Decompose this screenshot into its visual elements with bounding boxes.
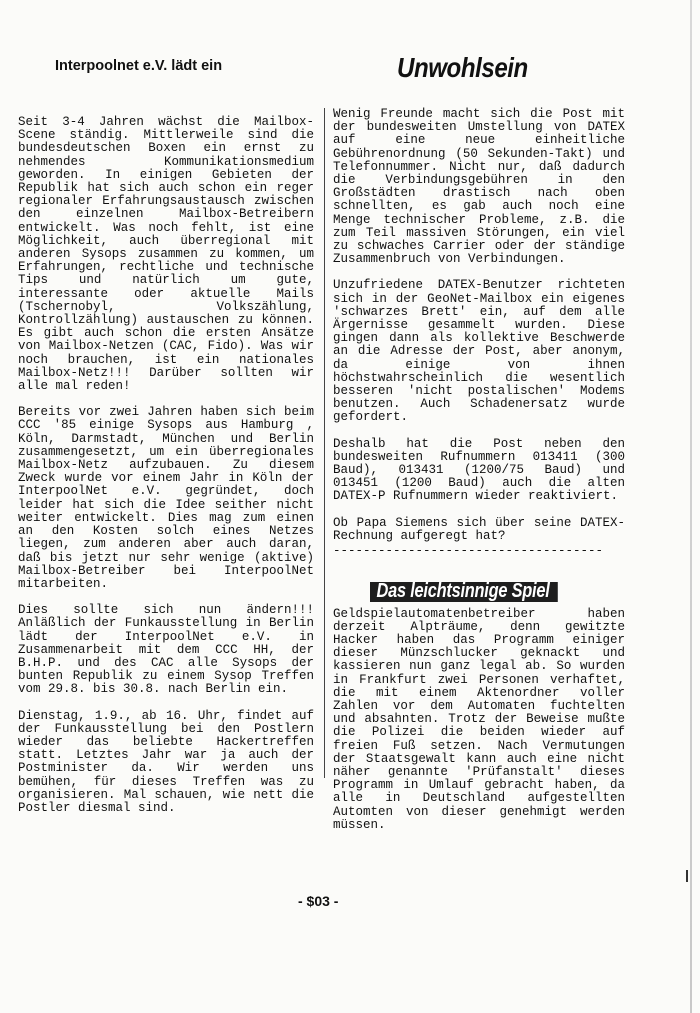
right-paragraph-2: Unzufriedene DATEX-Benutzer richteten sich in der GeoNet-Mailbox ein eigenes 'schwarzes Brett' ein, auf dem alle Ärgernisse gesammelt wurden. Diese gingen dann als kollektive Beschwerde an die Adresse der Post, aber anonym, da einige von ihnen höchstwahrscheinlich die wesentlich besseren 'nicht postalischen' Modems benutzen. Auch Schadenersatz wurde gefordert. (333, 278, 625, 425)
right-paragraph-3: Deshalb hat die Post neben den bundesweiten Rufnummern 013411 (300 Baud), 013431 (1200/75 Baud) und 013451 (1200 Baud) auch die alten DATEX-P Rufnummern wieder reaktiviert. (333, 436, 625, 504)
right-paragraph-4: Ob Papa Siemens sich über seine DATEX-Rechnung aufgeregt hat? (333, 515, 625, 543)
scan-edge-mark (686, 870, 688, 882)
left-article-heading: Interpoolnet e.V. lädt ein (55, 58, 223, 74)
scan-edge-line (690, 0, 692, 1013)
page-number: - $03 - (298, 893, 339, 909)
right-column (333, 108, 625, 832)
left-column (18, 116, 314, 815)
right-paragraph-1: Wenig Freunde macht sich die Post mit der bundesweiten Umstellung von DATEX auf eine neue einheitliche Gebührenordnung (50 Sekunden-Takt) und Telefonnummer. Nicht nur, daß dadurch die Verbindungsgebühren in den Großstädten drastisch nach oben schnellten, es gab auch noch eine Menge technischer Probleme, z.B. die zum Teil massiven Störungen, ein viel zu schwaches Carrier oder der ständige Zusammenbruch von Verbindungen. (333, 107, 625, 267)
column-divider (324, 108, 325, 778)
second-article-heading-wrap (370, 582, 625, 601)
left-paragraph-2: Bereits vor zwei Jahren haben sich beim CCC '85 einige Sysops aus Hamburg , Köln, Darmstadt, München und Berlin zusammengesetzt, um ein überregionales Mailbox-Netz aufzubauen. Zu diesem Zweck wurde vor einem Jahr in Köln der InterpoolNet e.V. gegründet, doch leider hat sich die Idee seither nicht weiter entwickelt. Dies mag zum einen an den Kosten solch eines Netzes liegen, zum anderen aber auch daran, daß bis jetzt nur sehr wenige (aktive) Mailbox-Betreiber bei InterpoolNet mitarbeiten. (18, 405, 314, 591)
left-paragraph-4: Dienstag, 1.9., ab 16. Uhr, findet auf der Funkausstellung bei den Postlern wieder das beliebte Hackertreffen statt. Letztes Jahr war ja auch der Postminister da. Wir werden uns bemühen, für dieses Treffen was zu organisieren. Mal schauen, wie nett die Postler diesmal sind. (18, 708, 314, 815)
second-article-heading: Das leichtsinnige Spiel (370, 582, 558, 601)
left-paragraph-1: Seit 3-4 Jahren wächst die Mailbox-Scene ständig. Mittlerweile sind die bundesdeutschen Boxen ein ernst zu nehmendes Kommunikationsmedium geworden. In einigen Gebieten der Republik hat sich auch schon ein reger regionaler Erfahrungsaustausch zwischen den einzelnen Mailbox-Betreibern entwickelt. Was noch fehlt, ist eine Möglichkeit, auch überregional mit anderen Sysops zusammen zu kommen, um Erfahrungen, rechtliche und technische Tips und natürlich um gute, interessante oder aktuelle Mails (Tschernobyl, Volkszählung, Kontrollzählung) austauschen zu können. Es gibt auch schon die ersten Ansätze von Mailbox-Netzen (CAC, Fido). Was wir noch brauchen, ist ein nationales Mailbox-Netz!!! Darüber sollten wir alle mal reden! (18, 115, 314, 394)
second-article-paragraph: Geldspielautomatenbetreiber haben derzeit Alpträume, denn gewitzte Hacker haben das Programm einiger dieser Münzschlucker geknackt und kassieren nun ganz legal ab. So wurden in Frankfurt zwei Personen verhaftet, die mit einem Aktenordner voller Zahlen vor dem Automaten fuchtelten und absahnten. Trotz der Beweise mußte die Polizei die beiden wieder auf freien Fuß setzen. Nach Vermutungen der Staatsgewalt kann auch eine nicht näher genannte 'Prüfanstalt' dieses Programm in Umlauf gebracht haben, da alle in Deutschland aufgestellten Automten von dieser genehmigt werden müssen. (333, 606, 625, 832)
left-paragraph-3: Dies sollte sich nun ändern!!! Anläßlich der Funkausstellung in Berlin lädt der InterpoolNet e.V. in Zusammenarbeit mit dem CCC HH, der B.H.P. und des CAC alle Sysops der bunten Republik zu einem Sysop Treffen vom 29.8. bis 30.8. nach Berlin ein. (18, 603, 314, 697)
right-article-heading: Unwohlsein (397, 52, 528, 83)
dashed-separator: ------------------------------------ (333, 545, 604, 559)
